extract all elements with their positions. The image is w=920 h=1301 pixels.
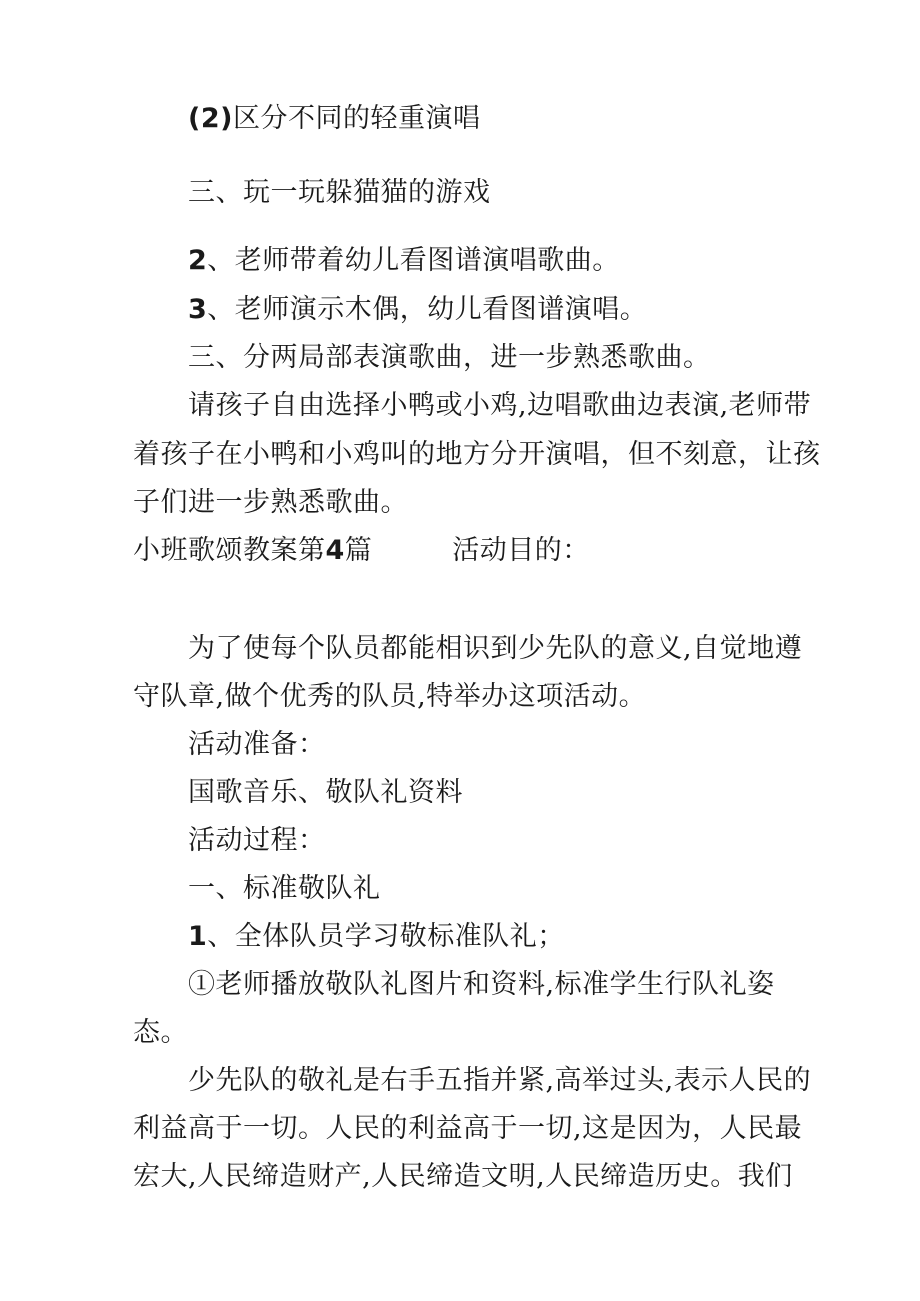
- paragraph-line: 1、全体队员学习敬标准队礼；: [188, 921, 565, 952]
- paragraph-line: 2、老师带着幼儿看图谱演唱歌曲。: [188, 245, 620, 276]
- paragraph-line: 为了使每个队员都能相识到少先队的意义,自觉地遵: [188, 633, 803, 664]
- paragraph-line: 态。: [133, 1017, 188, 1048]
- section-heading: 三、分两局部表演歌曲，进一步熟悉歌曲。: [188, 342, 711, 373]
- paragraph-line: 子们进一步熟悉歌曲。: [133, 487, 408, 518]
- paragraph-line: 守队章,做个优秀的队员,特举办这项活动。: [133, 681, 647, 712]
- section-heading: 三、玩一玩躲猫猫的游戏: [188, 177, 491, 208]
- paragraph-line: 3、老师演示木偶，幼儿看图谱演唱。: [188, 294, 648, 325]
- section-heading: 活动准备：: [188, 729, 326, 760]
- section-heading: 活动过程：: [188, 825, 326, 856]
- section-heading: 一、标准敬队礼: [188, 873, 381, 904]
- paragraph-line: 利益高于一切。人民的利益高于一切,这是因为，人民最: [133, 1113, 803, 1144]
- paragraph-line: (2)区分不同的轻重演唱: [188, 103, 481, 134]
- paragraph-line: 宏大,人民缔造财产,人民缔造文明,人民缔造历史。我们: [133, 1161, 793, 1192]
- paragraph-line: 请孩子自由选择小鸭或小鸡,边唱歌曲边表演,老师带: [188, 390, 812, 421]
- article-title: 小班歌颂教案第4篇 活动目的：: [133, 535, 590, 566]
- paragraph-line: 少先队的敬礼是右手五指并紧,高举过头,表示人民的: [188, 1065, 812, 1096]
- paragraph-line: 国歌音乐、敬队礼资料: [188, 777, 463, 808]
- paragraph-line: 着孩子在小鸭和小鸡叫的地方分开演唱，但不刻意，让孩: [133, 439, 821, 470]
- paragraph-line: ①老师播放敬队礼图片和资料,标准学生行队礼姿: [188, 969, 775, 1000]
